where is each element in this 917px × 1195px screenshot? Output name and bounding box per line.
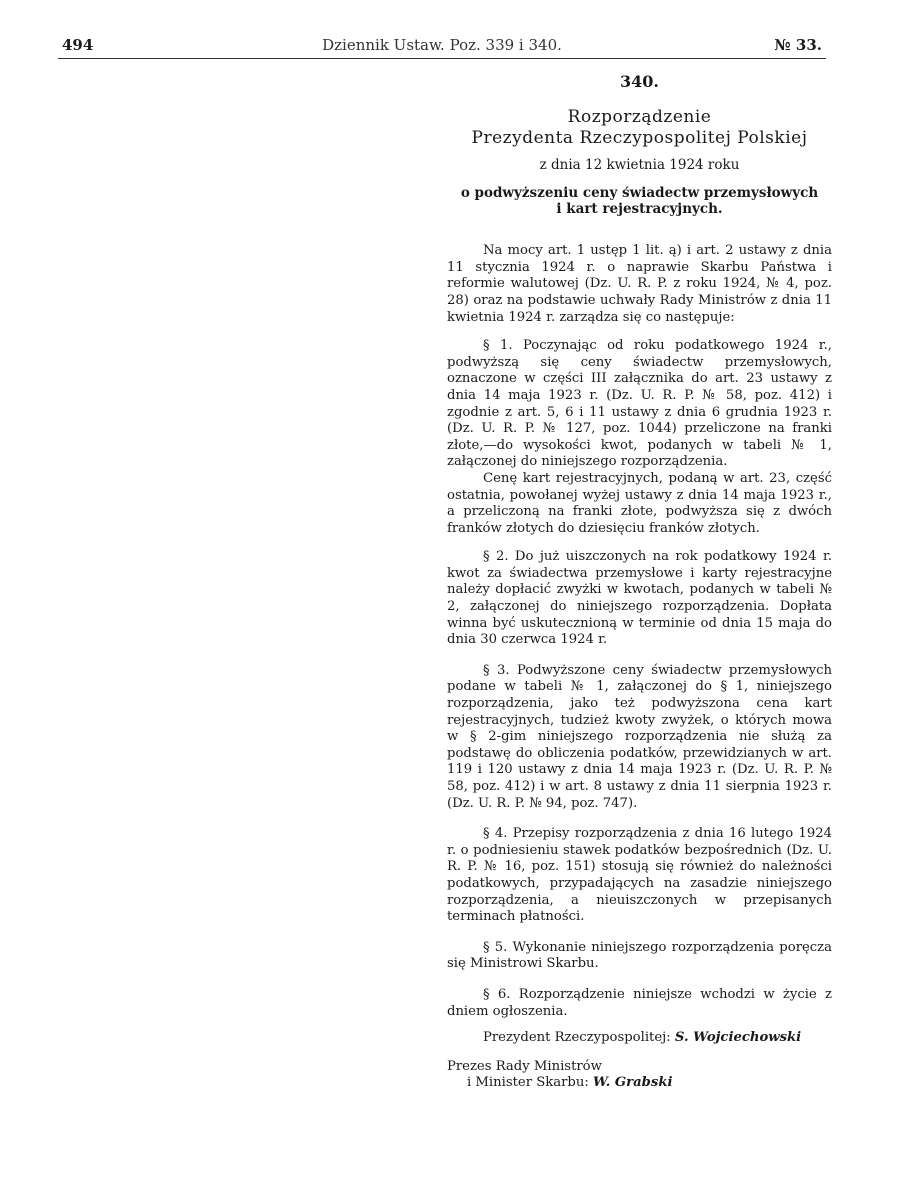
president-signature: [447, 1030, 832, 1047]
paragraph-2: § 2. Do już uiszczonych na rok podatkowy 1924 r. kwot za świadectwa przemysłowe i karty rejestracyjne należy dopłacić zwyżki w kwotach, podanych w tabeli № 2, załączonej do niniejszego rozporządzenia. Dopłata winna być uskutecznioną w terminie od dnia 15 maja do dnia 30 czerwca 1924 r.: [447, 549, 832, 648]
journal-title: Dziennik Ustaw. Poz. 339 i 340.: [322, 36, 562, 54]
paragraph-3: § 3. Podwyższone ceny świadectw przemysłowych podane w tabeli № 1, załączonej do § 1, niniejszego rozporządzenia, jako też podwyższona cena kart rejestracyjnych, tudzież kwoty zwyżek, o których mowa w § 2-gim niniejszego rozporządzenia nie służą za podstawę do obliczenia podatków, przewidzianych w art. 119 i 120 ustawy z dnia 14 maja 1923 r. (Dz. U. R. P. № 58, poz. 412) i w art. 8 ustawy z dnia 11 sierpnia 1923 r. (Dz. U. R. P. № 94, poz. 747).: [447, 662, 832, 811]
title-line-2: Prezydenta Rzeczypospolitej Polskiej: [471, 127, 808, 148]
finance-minister-label: i Minister Skarbu:: [467, 1075, 589, 1091]
prime-minister-signature: [447, 1059, 832, 1092]
paragraph-5: § 5. Wykonanie niniejszego rozporządzenia poręcza się Ministrowi Skarbu.: [447, 939, 832, 972]
prime-minister-title: Prezes Rady Ministrów: [447, 1058, 602, 1074]
title-line-1: Rozporządzenie: [567, 106, 712, 127]
president-label: Prezydent Rzeczypospolitej:: [483, 1030, 671, 1046]
issue-number: № 33.: [774, 36, 822, 54]
president-name: S. Wojciechowski: [674, 1030, 802, 1046]
paragraph-1: § 1. Poczynając od roku podatkowego 1924 r., podwyższą się ceny świadectw przemysłowych, oznaczone w części III załącznika do art. 23 ustawy z dnia 14 maja 1923 r. (Dz. U. R. P. № 58, poz. 412) i zgodnie z art. 5, 6 i 11 ustawy z dnia 6 grudnia 1923 r. (Dz. U. R. P. № 127, poz. 1044) przeliczone na franki złote,—do wysokości kwot, podanych w tabeli № 1, załączonej do niniejszego rozporządzenia.: [447, 338, 832, 470]
decree-date: z dnia 12 kwietnia 1924 roku: [539, 156, 740, 173]
paragraph-1-cont: Cenę kart rejestracyjnych, podaną w art. 23, część ostatnia, powołanej wyżej ustawy z dnia 14 maja 1923 r., a przeliczoną na franki złote, podwyższa się z dwóch franków złotych do dziesięciu franków złotych.: [447, 470, 832, 536]
prime-minister-name: W. Grabski: [592, 1075, 673, 1091]
page-number: 494: [62, 36, 94, 54]
paragraph-6: § 6. Rozporządzenie niniejsze wchodzi w życie z dniem ogłoszenia.: [447, 986, 832, 1019]
subject-line-2: i kart rejestracyjnych.: [556, 201, 723, 218]
paragraph-4: § 4. Przepisy rozporządzenia z dnia 16 lutego 1924 r. o podniesieniu stawek podatków bezpośrednich (Dz. U. R. P. № 16, poz. 151) stosują się również do należności podatkowych, przypadających na zasadzie niniejszego rozporządzenia, a nieuiszczonych w przepisanych terminach płatności.: [447, 826, 832, 925]
page-header: [62, 36, 822, 58]
header-rule: [58, 58, 826, 59]
subject-line-1: o podwyższeniu ceny świadectw przemysłowych: [460, 185, 819, 202]
intro-paragraph: Na mocy art. 1 ustęp 1 lit. ą) i art. 2 ustawy z dnia 11 stycznia 1924 r. o naprawie Skarbu Państwa i reformie walutowej (Dz. U. R. P. z roku 1924, № 4, poz. 28) oraz na podstawie uchwały Rady Ministrów z dnia 11 kwietnia 1924 r. zarządza się co następuje:: [447, 243, 832, 325]
document-column: [447, 70, 832, 1092]
item-number: 340.: [620, 72, 659, 91]
